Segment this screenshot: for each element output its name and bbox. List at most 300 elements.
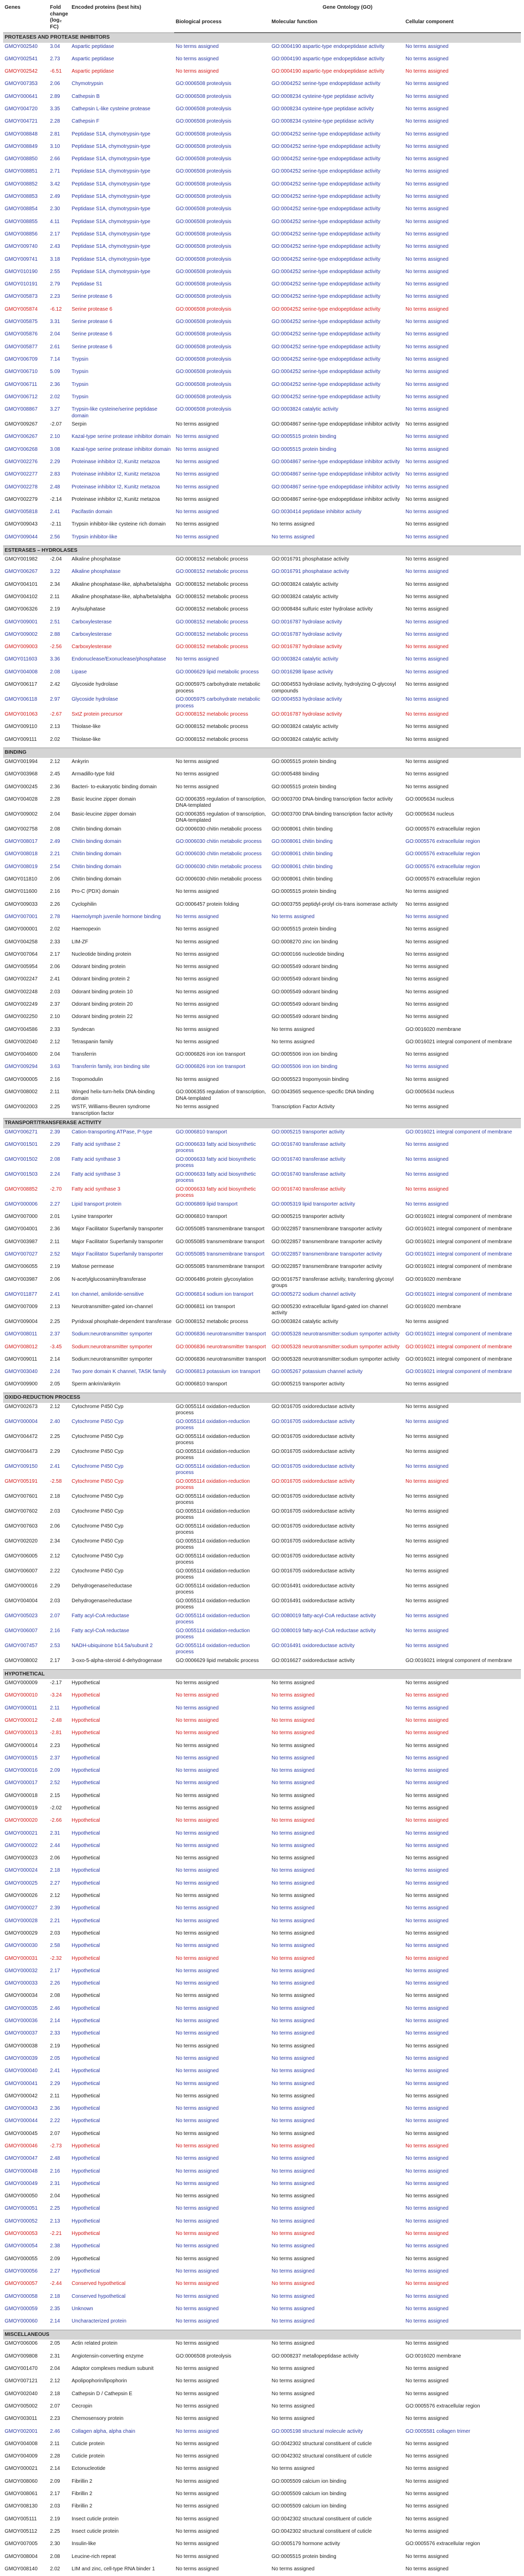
cellular-component: No terms assigned: [405, 1717, 449, 1723]
gene-id: GMOY000055: [5, 2256, 38, 2262]
molecular-function: No terms assigned: [272, 521, 315, 528]
fold-change: 2.02: [50, 2566, 60, 2572]
molecular-function: GO:0008234 cysteine-type peptidase activity: [272, 118, 374, 125]
cellular-component: No terms assigned: [405, 69, 449, 75]
section-title: PROTEASES AND PROTEASE INHIBITORS: [3, 33, 521, 43]
biological-process: GO:0008152 metabolic process: [176, 1318, 248, 1325]
molecular-function: GO:0016787 hydrolase activity: [272, 644, 342, 650]
gene-id: GMOY008849: [5, 143, 38, 149]
biological-process: GO:0055114 oxidation-reduction process: [176, 1418, 250, 1431]
encoded-protein: Aspartic peptidase: [72, 56, 114, 62]
encoded-protein: Hypothetical: [72, 1755, 100, 1761]
gene-id: GMOY000038: [5, 2043, 38, 2049]
biological-process: No terms assigned: [176, 1692, 219, 1699]
molecular-function: GO:0016791 phosphatase activity: [272, 569, 349, 575]
molecular-function: GO:0003824 catalytic activity: [272, 406, 339, 413]
cellular-component: No terms assigned: [405, 1968, 449, 1974]
encoded-protein: Ankyrin: [72, 758, 89, 765]
gene-id: GMOY000020: [5, 1818, 38, 1824]
gene-id: GMOY001501: [5, 1141, 38, 1147]
encoded-protein: Hypothetical: [72, 1780, 100, 1786]
fold-change: -3.45: [50, 1344, 62, 1350]
gene-id: GMOY004600: [5, 1052, 38, 1058]
biological-process: No terms assigned: [176, 2378, 219, 2384]
cellular-component: GO:0005634 nucleus: [405, 811, 454, 817]
fold-change: 2.46: [50, 2428, 60, 2434]
encoded-protein: Leucine-rich repeat: [72, 2553, 116, 2560]
cellular-component: No terms assigned: [405, 406, 449, 413]
table-row: [3, 243, 521, 255]
cellular-component: GO:0016021 integral component of membrane: [405, 1214, 512, 1220]
biological-process: No terms assigned: [176, 1780, 219, 1786]
fold-change: 2.18: [50, 2391, 60, 2397]
table-row: [3, 1026, 521, 1038]
header-biological-process: Biological process: [174, 18, 270, 32]
encoded-protein: Cecropin: [72, 2403, 93, 2409]
fold-change: 2.06: [50, 81, 60, 87]
cellular-component: No terms assigned: [405, 2005, 449, 2011]
table-row: [3, 681, 521, 696]
table-row: [3, 2067, 521, 2079]
cellular-component: No terms assigned: [405, 1318, 449, 1325]
table-row: [3, 2465, 521, 2477]
cellular-component: No terms assigned: [405, 496, 449, 502]
table-row: [3, 1879, 521, 1892]
molecular-function: No terms assigned: [272, 2180, 315, 2187]
molecular-function: GO:0004252 serine-type endopeptidase activity: [272, 81, 381, 87]
section-title: ESTERASES – HYDROLASES: [3, 546, 521, 555]
table-row: [3, 533, 521, 546]
gene-id: GMOY002276: [5, 459, 38, 465]
encoded-protein: Hypothetical: [72, 1918, 100, 1924]
cellular-component: No terms assigned: [405, 2168, 449, 2174]
biological-process: GO:0008152 metabolic process: [176, 711, 248, 718]
gene-id: GMOY006271: [5, 1129, 38, 1135]
cellular-component: No terms assigned: [405, 581, 449, 587]
cellular-component: No terms assigned: [405, 594, 449, 600]
cellular-component: No terms assigned: [405, 2080, 449, 2087]
biological-process: No terms assigned: [176, 2068, 219, 2074]
cellular-component: No terms assigned: [405, 976, 449, 982]
molecular-function: GO:0005328 neurotransmitter:sodium symporter activity: [272, 1356, 400, 1362]
table-row: [3, 520, 521, 533]
molecular-function: GO:0004252 serine-type endopeptidase activity: [272, 281, 381, 287]
table-row: [3, 130, 521, 143]
gene-id: GMOY009900: [5, 1381, 38, 1387]
table-row: [3, 795, 521, 810]
fold-change: 2.49: [50, 194, 60, 200]
biological-process: GO:0006508 proteolysis: [176, 268, 231, 275]
fold-change: 2.37: [50, 1755, 60, 1761]
table-row: [3, 433, 521, 445]
molecular-function: GO:0004252 serine-type endopeptidase activity: [272, 294, 381, 300]
gene-id: GMOY000059: [5, 2306, 38, 2312]
table-row: [3, 2167, 521, 2180]
gene-id: GMOY000001: [5, 926, 38, 933]
fold-change: 2.18: [50, 2293, 60, 2299]
encoded-protein: Arylsulphatase: [72, 606, 106, 613]
encoded-protein: Alkaline phosphatase-like, alpha/beta/alpha: [72, 594, 171, 600]
fold-change: 2.22: [50, 1568, 60, 1574]
cellular-component: No terms assigned: [405, 2106, 449, 2112]
table-row: [3, 1904, 521, 1917]
header-gene-ontology: Gene Ontology (GO): [323, 5, 373, 10]
molecular-function: No terms assigned: [272, 534, 315, 540]
encoded-protein: Serine protease 6: [72, 306, 112, 312]
gene-id: GMOY000004: [5, 1418, 38, 1425]
cellular-component: GO:0016021 integral component of membrane: [405, 1129, 512, 1135]
fold-change: 2.04: [50, 1052, 60, 1058]
biological-process: No terms assigned: [176, 1014, 219, 1020]
encoded-protein: Hypothetical: [72, 2055, 100, 2061]
table-row: [3, 1779, 521, 1791]
table-row: [3, 1156, 521, 1171]
encoded-protein: Hypothetical: [72, 2130, 100, 2137]
molecular-function: No terms assigned: [272, 1855, 315, 1861]
gene-id: GMOY004028: [5, 796, 38, 802]
encoded-protein: Proteinase inhibitor I2, Kunitz metazoa: [72, 471, 160, 478]
table-row: [3, 1854, 521, 1867]
table-row: [3, 736, 521, 748]
gene-id: GMOY009002: [5, 631, 38, 637]
gene-id: GMOY009003: [5, 644, 38, 650]
fold-change: 2.43: [50, 244, 60, 250]
fold-change: 5.09: [50, 369, 60, 375]
table-row: [3, 581, 521, 593]
molecular-function: GO:0022857 transmembrane transporter activity: [272, 1251, 382, 1258]
table-row: [3, 230, 521, 243]
gene-id: GMOY011603: [5, 656, 38, 663]
fold-change: 2.19: [50, 1264, 60, 1270]
cellular-component: No terms assigned: [405, 1171, 449, 1177]
molecular-function: No terms assigned: [272, 2093, 315, 2099]
molecular-function: No terms assigned: [272, 1968, 315, 1974]
fold-change: 2.58: [50, 1943, 60, 1949]
table-row: [3, 1343, 521, 1355]
table-row: [3, 825, 521, 838]
table-row: [3, 393, 521, 405]
table-row: [3, 2390, 521, 2402]
encoded-protein: Kazal-type serine protease inhibitor domain: [72, 434, 171, 440]
cellular-component: No terms assigned: [405, 471, 449, 478]
gene-id: GMOY011600: [5, 889, 38, 895]
table-row: [3, 330, 521, 343]
gene-id: GMOY010191: [5, 281, 38, 287]
table-row: [3, 1463, 521, 1478]
table-row: [3, 496, 521, 508]
molecular-function: GO:0004252 serine-type endopeptidase activity: [272, 256, 381, 262]
molecular-function: GO:0042302 structural constituent of cuticle: [272, 2528, 372, 2534]
biological-process: No terms assigned: [176, 2180, 219, 2187]
fold-change: 2.08: [50, 1156, 60, 1162]
biological-process: GO:0006508 proteolysis: [176, 131, 231, 137]
molecular-function: No terms assigned: [272, 2243, 315, 2249]
table-row: [3, 2478, 521, 2490]
cellular-component: GO:0005634 nucleus: [405, 796, 454, 802]
table-row: [3, 938, 521, 951]
gene-id: GMOY008017: [5, 839, 38, 845]
cellular-component: No terms assigned: [405, 682, 449, 688]
fold-change: 2.31: [50, 1830, 60, 1836]
gene-id: GMOY006117: [5, 682, 38, 688]
cellular-component: GO:0016020 membrane: [405, 2353, 461, 2359]
encoded-protein: Hypothetical: [72, 1805, 100, 1811]
biological-process: GO:0008152 metabolic process: [176, 606, 248, 613]
biological-process: No terms assigned: [176, 421, 219, 428]
cellular-component: No terms assigned: [405, 381, 449, 387]
biological-process: No terms assigned: [176, 2306, 219, 2312]
biological-process: No terms assigned: [176, 509, 219, 515]
biological-process: No terms assigned: [176, 771, 219, 777]
biological-process: GO:0006508 proteolysis: [176, 356, 231, 362]
fold-change: 2.40: [50, 1418, 60, 1425]
encoded-protein: Cytochrome P450 Cyp: [72, 1523, 124, 1529]
gene-id: GMOY002247: [5, 976, 38, 982]
cellular-component: No terms assigned: [405, 2256, 449, 2262]
encoded-protein: Major Facilitator Superfamily transporter: [72, 1226, 163, 1232]
fold-change: 2.29: [50, 459, 60, 465]
gene-id: GMOY008019: [5, 863, 38, 870]
cellular-component: No terms assigned: [405, 509, 449, 515]
biological-process: No terms assigned: [176, 2218, 219, 2224]
cellular-component: No terms assigned: [405, 1905, 449, 1911]
encoded-protein: Angiotensin-converting enzyme: [72, 2353, 144, 2359]
gene-id: GMOY008060: [5, 2478, 38, 2484]
fold-change: 2.81: [50, 131, 60, 137]
gene-id: GMOY008018: [5, 851, 38, 857]
cellular-component: GO:0016021 integral component of membrane: [405, 1251, 512, 1258]
encoded-protein: Trypsin inhibitor-like: [72, 534, 117, 540]
molecular-function: GO:0016705 oxidoreductase activity: [272, 1418, 355, 1425]
encoded-protein: Tetraspanin family: [72, 1039, 113, 1045]
biological-process: GO:0006355 regulation of transcription, DNA-templated: [176, 811, 266, 824]
molecular-function: GO:0005515 protein binding: [272, 889, 336, 895]
gene-id: GMOY008011: [5, 1331, 38, 1337]
gene-id: GMOY002542: [5, 69, 38, 75]
cellular-component: No terms assigned: [405, 1186, 449, 1192]
cellular-component: No terms assigned: [405, 1508, 449, 1514]
table-row: [3, 1567, 521, 1582]
molecular-function: GO:0030414 peptidase inhibitor activity: [272, 509, 362, 515]
biological-process: GO:0055085 transmembrane transport: [176, 1251, 265, 1258]
molecular-function: GO:0004252 serine-type endopeptidase activity: [272, 131, 381, 137]
molecular-function: GO:0016705 oxidoreductase activity: [272, 1568, 355, 1574]
encoded-protein: Maltose permease: [72, 1264, 114, 1270]
encoded-protein: Aspartic peptidase: [72, 43, 114, 49]
fold-change: 2.26: [50, 1980, 60, 1987]
fold-change: 2.41: [50, 509, 60, 515]
molecular-function: GO:0005515 protein binding: [272, 758, 336, 765]
fold-change: -2.32: [50, 1955, 62, 1961]
biological-process: GO:0008152 metabolic process: [176, 581, 248, 587]
table-row: [3, 1493, 521, 1507]
molecular-function: No terms assigned: [272, 1905, 315, 1911]
table-row: [3, 293, 521, 305]
cellular-component: No terms assigned: [405, 306, 449, 312]
table-row: [3, 1691, 521, 1704]
gene-id: GMOY009741: [5, 256, 38, 262]
fold-change: 3.27: [50, 406, 60, 413]
table-row: [3, 205, 521, 217]
cellular-component: GO:0016021 integral component of membrane: [405, 1239, 512, 1245]
cellular-component: GO:0016021 integral component of membrane: [405, 1291, 512, 1297]
fold-change: 2.03: [50, 989, 60, 995]
gene-id: GMOY001470: [5, 2366, 38, 2372]
table-row: [3, 2502, 521, 2515]
cellular-component: GO:0016021 integral component of membrane: [405, 1344, 512, 1350]
biological-process: GO:0055114 oxidation-reduction process: [176, 1448, 250, 1461]
section-header-row: [3, 1118, 521, 1128]
biological-process: No terms assigned: [176, 2268, 219, 2274]
table-row: [3, 2055, 521, 2067]
biological-process: GO:0006355 regulation of transcription, DNA-templated: [176, 1089, 266, 1101]
table-row: [3, 470, 521, 483]
encoded-protein: Insulin-like: [72, 2541, 96, 2547]
cellular-component: No terms assigned: [405, 2516, 449, 2522]
molecular-function: GO:0016740 transferase activity: [272, 1141, 346, 1147]
fold-change: 2.83: [50, 471, 60, 478]
molecular-function: GO:0004553 hydrolase activity, hydrolyzing O-glycosyl compounds: [272, 682, 396, 694]
molecular-function: GO:0005515 protein binding: [272, 446, 336, 452]
table-row: [3, 1013, 521, 1025]
fold-change: 3.31: [50, 319, 60, 325]
molecular-function: GO:0005215 transporter activity: [272, 1214, 345, 1220]
fold-change: 2.05: [50, 1381, 60, 1387]
biological-process: No terms assigned: [176, 2466, 219, 2472]
biological-process: No terms assigned: [176, 1705, 219, 1711]
cellular-component: GO:0016021 integral component of membrane: [405, 1331, 512, 1337]
table-row: [3, 963, 521, 975]
molecular-function: GO:0080019 fatty-acyl-CoA reductase activity: [272, 1613, 376, 1619]
gene-id: GMOY009740: [5, 244, 38, 250]
cellular-component: No terms assigned: [405, 1692, 449, 1699]
cellular-component: No terms assigned: [405, 2143, 449, 2149]
biological-process: No terms assigned: [176, 2055, 219, 2061]
encoded-protein: Hypothetical: [72, 1880, 100, 1886]
table-row: [3, 381, 521, 393]
gene-id: GMOY001502: [5, 1156, 38, 1162]
gene-id: GMOY004473: [5, 1448, 38, 1454]
table-row: [3, 863, 521, 875]
gene-id: GMOY006710: [5, 369, 38, 375]
cellular-component: No terms assigned: [405, 369, 449, 375]
molecular-function: GO:0043565 sequence-specific DNA binding: [272, 1089, 374, 1095]
fold-change: 2.23: [50, 1742, 60, 1749]
fold-change: 2.18: [50, 1493, 60, 1499]
biological-process: No terms assigned: [176, 1993, 219, 1999]
molecular-function: No terms assigned: [272, 2318, 315, 2325]
biological-process: No terms assigned: [176, 434, 219, 440]
molecular-function: GO:0016740 transferase activity: [272, 1156, 346, 1162]
cellular-component: No terms assigned: [405, 1893, 449, 1899]
cellular-component: No terms assigned: [405, 2180, 449, 2187]
molecular-function: GO:0008061 chitin binding: [272, 826, 333, 832]
table-row: [3, 1742, 521, 1754]
molecular-function: No terms assigned: [272, 2143, 315, 2149]
table-row: [3, 2428, 521, 2440]
cellular-component: No terms assigned: [405, 319, 449, 325]
table-row: [3, 1418, 521, 1433]
encoded-protein: Odorant binding protein 22: [72, 1014, 133, 1020]
biological-process: GO:0006629 lipid metabolic process: [176, 1657, 259, 1664]
gene-id: GMOY008002: [5, 1657, 38, 1664]
fold-change: 2.36: [50, 1226, 60, 1232]
table-row: [3, 2415, 521, 2427]
encoded-protein: Serpin: [72, 421, 87, 428]
encoded-protein: Serine protease 6: [72, 319, 112, 325]
fold-change: 2.11: [50, 2441, 60, 2447]
table-row: [3, 1088, 521, 1103]
cellular-component: GO:0005576 extracellular region: [405, 851, 480, 857]
cellular-component: No terms assigned: [405, 784, 449, 790]
encoded-protein: Adaptor complexes medium subunit: [72, 2366, 154, 2372]
fold-change: 2.05: [50, 2341, 60, 2347]
table-row: [3, 2042, 521, 2055]
fold-change: 2.24: [50, 1369, 60, 1375]
fold-change: -2.48: [50, 1717, 62, 1723]
section-header-row: [3, 748, 521, 758]
table-row: [3, 1225, 521, 1238]
biological-process: No terms assigned: [176, 1918, 219, 1924]
gene-id: GMOY010190: [5, 268, 38, 275]
gene-id: GMOY009011: [5, 1356, 38, 1362]
gene-id: GMOY004720: [5, 106, 38, 112]
gene-id: GMOY000052: [5, 2218, 38, 2224]
molecular-function: GO:0003700 DNA-binding transcription factor activity: [272, 796, 393, 802]
biological-process: No terms assigned: [176, 964, 219, 970]
biological-process: No terms assigned: [176, 1104, 219, 1110]
biological-process: No terms assigned: [176, 2391, 219, 2397]
encoded-protein: Odorant binding protein: [72, 964, 126, 970]
cellular-component: GO:0005576 extracellular region: [405, 863, 480, 870]
table-row: [3, 1171, 521, 1185]
encoded-protein: Peptidase S1A, chymotrypsin-type: [72, 268, 150, 275]
molecular-function: GO:0004252 serine-type endopeptidase activity: [272, 268, 381, 275]
gene-id: GMOY005875: [5, 319, 38, 325]
gene-id: GMOY004721: [5, 118, 38, 125]
encoded-protein: Hypothetical: [72, 2231, 100, 2237]
molecular-function: No terms assigned: [272, 2281, 315, 2287]
cellular-component: No terms assigned: [405, 56, 449, 62]
encoded-protein: Hypothetical: [72, 1893, 100, 1899]
biological-process: No terms assigned: [176, 2553, 219, 2560]
biological-process: GO:0006508 proteolysis: [176, 206, 231, 212]
fold-change: 2.42: [50, 682, 60, 688]
fold-change: 2.48: [50, 2156, 60, 2162]
cellular-component: No terms assigned: [405, 2306, 449, 2312]
gene-id: GMOY002020: [5, 1538, 38, 1544]
encoded-protein: Hypothetical: [72, 2256, 100, 2262]
biological-process: GO:0006813 potassium ion transport: [176, 1369, 260, 1375]
table-row: [3, 483, 521, 496]
fold-change: -6.12: [50, 306, 62, 312]
fold-change: 2.25: [50, 1318, 60, 1325]
biological-process: GO:0006633 fatty acid biosynthetic process: [176, 1186, 256, 1199]
encoded-protein: 3-oxo-5-alpha-steroid 4-dehydrogenase: [72, 1657, 162, 1664]
table-row: [3, 850, 521, 862]
fold-change: 2.38: [50, 2243, 60, 2249]
gene-id: GMOY008851: [5, 168, 38, 175]
fold-change: 2.48: [50, 484, 60, 490]
gene-id: GMOY006268: [5, 446, 38, 452]
fold-change: 2.04: [50, 2366, 60, 2372]
molecular-function: GO:0008234 cysteine-type peptidase activity: [272, 106, 374, 112]
molecular-function: No terms assigned: [272, 2231, 315, 2237]
encoded-protein: Odorant binding protein 20: [72, 1001, 133, 1007]
section-title: HYPOTHETICAL: [3, 1669, 521, 1679]
biological-process: GO:0055114 oxidation-reduction process: [176, 1628, 250, 1640]
fold-change: 2.19: [50, 2043, 60, 2049]
